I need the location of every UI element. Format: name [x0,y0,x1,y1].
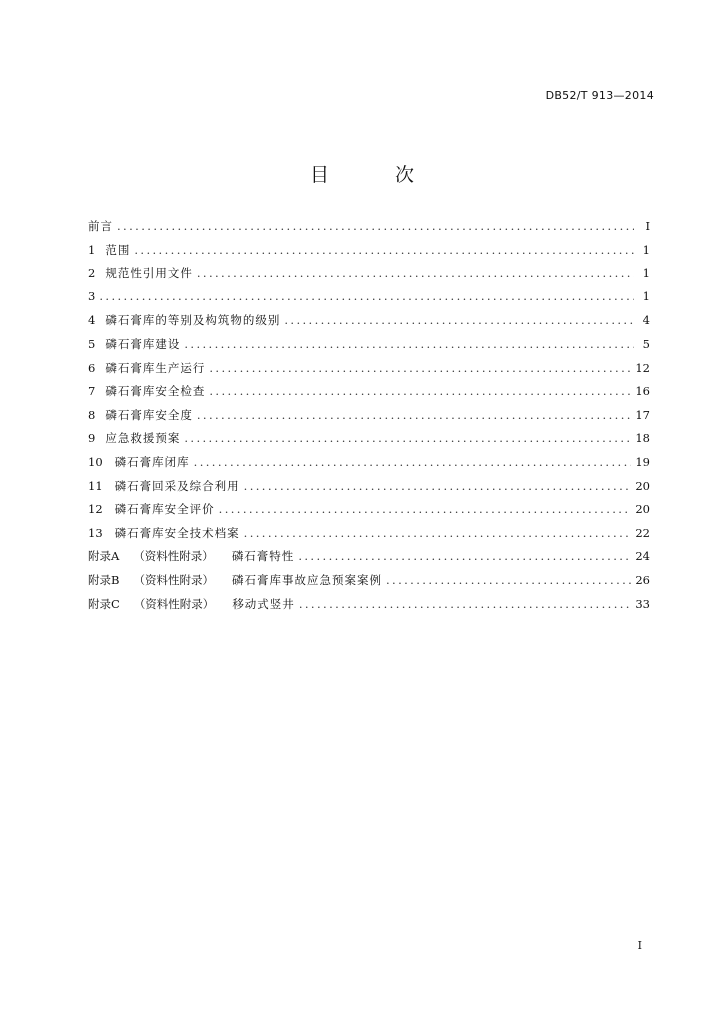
table-of-contents [88,218,650,619]
toc-entry-13[interactable] [88,525,650,549]
toc-entry-page: 12 [635,360,650,375]
toc-entry-number: 附录B [88,572,120,587]
toc-entry-number: 附录A [88,549,120,564]
toc-leader-dots [184,337,634,351]
toc-leader-dots [284,313,634,327]
toc-entry-page: 1 [642,266,650,281]
toc-entry-10[interactable] [88,454,650,478]
toc-entry-label: 磷石膏库建设 [105,336,181,351]
toc-entry-2[interactable] [88,265,650,289]
toc-entry-label: 磷石膏库安全技术档案 [114,525,240,540]
toc-leader-dots [386,573,631,587]
toc-entry-page: 33 [635,596,650,611]
toc-entry-page: 18 [635,431,650,446]
toc-entry-page: 22 [635,525,650,540]
toc-leader-dots [184,431,631,445]
toc-entry-8[interactable] [88,407,650,431]
toc-entry-1[interactable] [88,242,650,266]
toc-entry-number: 5 [88,336,96,351]
toc-entry-number: 13 [88,525,103,540]
toc-entry-label: 磷石膏库安全度 [105,407,193,422]
toc-entry-number: 2 [88,266,96,281]
toc-entry-label: 磷石膏库事故应急预案案例 [231,572,382,587]
document-code: DB52/T 913—2014 [545,89,654,102]
toc-leader-dots [209,384,631,398]
toc-entry-page: 19 [635,454,650,469]
toc-leader-dots [244,479,632,493]
toc-entry-number: 6 [88,360,96,375]
toc-entry-number: 1 [88,242,96,257]
toc-title: 目 次 [309,164,445,186]
toc-entry-page: 20 [635,478,650,493]
toc-entry-number: 11 [88,478,103,493]
toc-entry-7[interactable] [88,383,650,407]
toc-entry-page: 20 [635,502,650,517]
toc-entry-appendix-a[interactable] [88,548,650,572]
toc-entry-11[interactable] [88,478,650,502]
toc-entry-page: 24 [635,549,650,564]
toc-entry-label: 磷石膏库生产运行 [105,360,206,375]
toc-entry-label: 磷石膏特性 [231,549,295,564]
toc-entry-label: 磷石膏库安全检查 [105,384,206,399]
toc-leader-dots [298,549,631,563]
toc-leader-dots [99,289,634,303]
toc-entry-number: 12 [88,502,103,517]
toc-entry-foreword[interactable] [88,218,650,242]
toc-entry-12[interactable] [88,501,650,525]
toc-leader-dots [134,243,634,257]
toc-leader-dots [194,455,632,469]
toc-entry-label: 磷石膏库的等别及构筑物的级别 [105,313,281,328]
toc-entry-appendix-c[interactable] [88,596,650,620]
toc-leader-dots [219,502,632,516]
toc-entry-number: 8 [88,407,96,422]
toc-entry-appendix-type: （资料性附录） [133,596,215,611]
toc-leader-dots [197,266,634,280]
toc-entry-appendix-type: （资料性附录） [133,549,214,564]
toc-entry-label: 前言 [88,219,113,233]
toc-leader-dots [117,219,634,233]
toc-entry-5[interactable] [88,336,650,360]
toc-entry-number: 9 [88,431,96,446]
toc-entry-number: 3 [88,288,96,303]
toc-entry-page: 5 [642,336,650,351]
toc-entry-3[interactable] [88,289,650,313]
toc-entry-label: 范围 [105,242,131,257]
toc-entry-number: 10 [88,454,103,469]
toc-entry-4[interactable] [88,312,650,336]
toc-leader-dots [209,361,631,375]
toc-entry-9[interactable] [88,430,650,454]
toc-entry-page: 16 [635,384,650,399]
toc-entry-label: 移动式竖井 [232,596,295,611]
toc-entry-number: 4 [88,313,96,328]
toc-entry-appendix-b[interactable] [88,572,650,596]
toc-entry-label: 规范性引用文件 [105,266,193,281]
toc-entry-page: 17 [635,407,650,422]
toc-entry-page: 26 [635,572,650,587]
toc-entry-label: 磷石膏库闭库 [114,454,190,469]
toc-entry-number: 附录C [88,596,120,611]
toc-entry-page: 1 [642,288,650,303]
toc-entry-number: 7 [88,384,96,399]
toc-entry-page: 4 [642,313,650,328]
toc-entry-page: 1 [642,242,650,257]
toc-entry-6[interactable] [88,360,650,384]
toc-leader-dots [197,408,632,422]
toc-entry-label: 磷石膏回采及综合利用 [114,478,240,493]
toc-entry-label: 应急救援预案 [105,431,181,446]
toc-entry-label: 磷石膏库安全评价 [114,502,215,517]
page-number: I [637,939,642,952]
toc-leader-dots [299,597,632,611]
toc-entry-page: I [645,219,650,233]
toc-leader-dots [244,526,632,540]
toc-entry-appendix-type: （资料性附录） [133,572,214,587]
